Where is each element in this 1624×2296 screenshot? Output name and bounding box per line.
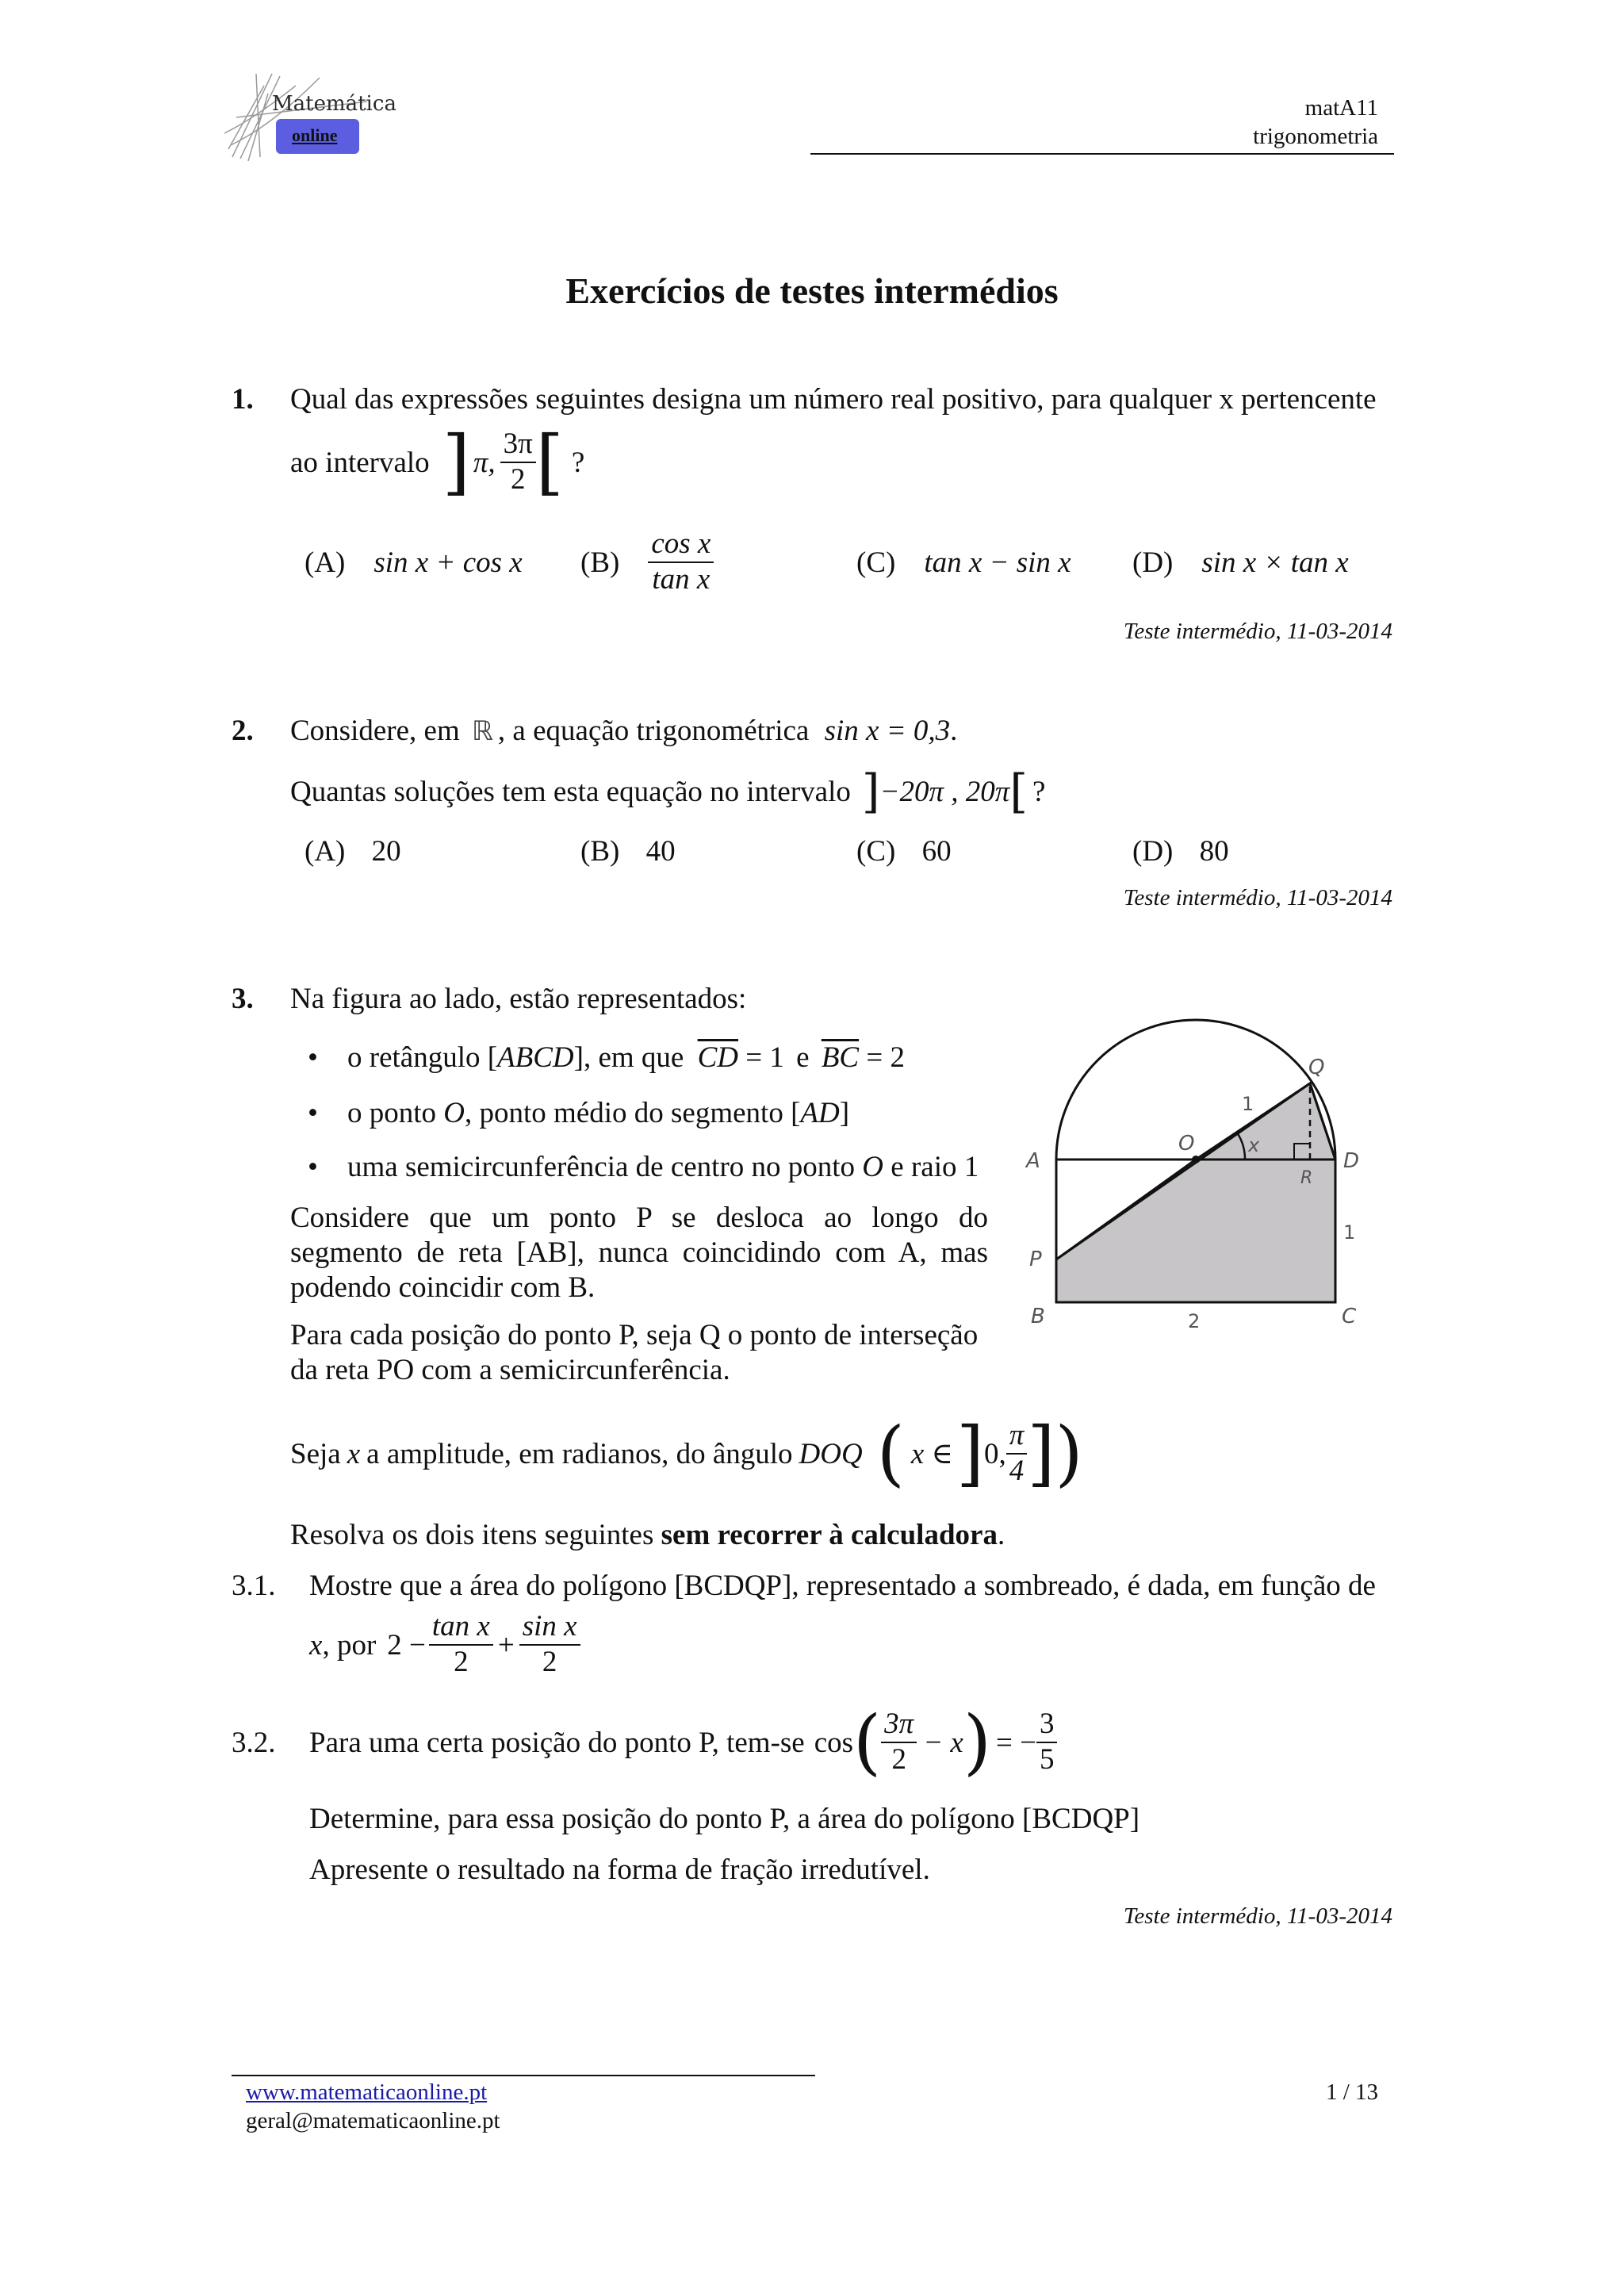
figure-label-radius: 1 xyxy=(1242,1093,1254,1115)
figure-label-Q: Q xyxy=(1308,1056,1325,1079)
q3-i32-paren-l: ( xyxy=(853,1700,882,1784)
q3-b2-a: o ponto xyxy=(347,1097,437,1129)
q1-option-b-num: cos x xyxy=(648,527,714,563)
q3-paren-right: ) xyxy=(1055,1412,1083,1495)
q1-interval-frac xyxy=(500,427,536,496)
q3-b3-o: O xyxy=(862,1151,884,1183)
q2-option-c[interactable] xyxy=(856,834,952,868)
q3-item32-number: 3.2. xyxy=(232,1727,276,1759)
footer-email: geral@matematicaonline.pt xyxy=(246,2108,500,2133)
q3-b1-cd: $\overline{CD}$ xyxy=(697,1041,739,1074)
q3-i31-f1-num: tan x xyxy=(429,1610,493,1646)
q3-intro: Na figura ao lado, estão representados: xyxy=(290,983,747,1015)
q1-options xyxy=(304,519,1415,606)
q1-option-b-label: (B) xyxy=(580,546,620,579)
q3-i31-x: x xyxy=(309,1628,323,1662)
q3-b1-bc-val: = 2 xyxy=(866,1041,905,1074)
q2-bracket-right: [ xyxy=(1009,765,1028,818)
q3-p2-line2: da reta PO com a semicircunferência. xyxy=(290,1354,730,1386)
figure-label-P: P xyxy=(1029,1248,1042,1271)
q3-item32-line1 xyxy=(309,1699,1057,1786)
q1-interval-num: 3π xyxy=(500,427,536,463)
q3-b2-o: O xyxy=(443,1097,465,1129)
q3-i32-frac-in xyxy=(881,1708,917,1777)
q1-option-a-label: (A) xyxy=(304,546,346,579)
q3-i31-f2-den: 2 xyxy=(542,1646,557,1678)
q3-i31-two: 2 − xyxy=(387,1628,426,1662)
header-topic: trigonometria xyxy=(1253,124,1378,149)
q3-b1-a: o retângulo [ xyxy=(347,1041,498,1074)
q1-option-d[interactable] xyxy=(1132,519,1349,606)
q1-option-b[interactable] xyxy=(580,519,714,606)
q2-qmark: ? xyxy=(1032,775,1046,808)
q2-option-c-value: 60 xyxy=(921,835,952,868)
header-rule xyxy=(810,153,1394,155)
q3-domain-num: π xyxy=(1006,1419,1028,1455)
q3-bullet-2 xyxy=(347,1096,849,1130)
q3-i32-in-den: 2 xyxy=(891,1743,906,1776)
figure-label-side: 1 xyxy=(1343,1221,1356,1244)
q3-b2-ad: AD xyxy=(800,1097,840,1129)
q3-b1-b: ], em que xyxy=(573,1041,684,1074)
figure-label-bottom: 2 xyxy=(1188,1310,1201,1332)
q3-resolve xyxy=(290,1518,1005,1552)
figure-label-C: C xyxy=(1342,1305,1357,1328)
q3-angle-name: DOQ xyxy=(799,1437,863,1470)
q1-interval-left: π, xyxy=(473,446,496,479)
q3-b1-bc: $\overline{BC}$ xyxy=(821,1041,860,1074)
q3-domain-bracket-l: ] xyxy=(956,1412,985,1495)
q2-interval: −20π , 20π xyxy=(879,775,1010,808)
q2-option-a-value: 20 xyxy=(371,835,401,868)
q1-text-line2: ao intervalo xyxy=(290,446,430,479)
footer-page-number: 1 / 13 xyxy=(1325,2079,1378,2105)
q3-i32-eq: = − xyxy=(995,1726,1036,1759)
q1-bracket-right: [ xyxy=(535,420,564,504)
q2-line1-b: , a equação trigonométrica xyxy=(497,715,810,747)
q1-interval-den: 2 xyxy=(510,463,526,496)
q2-option-c-label: (C) xyxy=(856,835,896,868)
q2-line2-text: Quantas soluções tem esta equação no intervalo xyxy=(290,775,851,808)
q3-b3-b: e raio 1 xyxy=(891,1151,979,1183)
logo xyxy=(224,70,396,165)
q2-options xyxy=(304,834,1415,874)
footer-website-link[interactable]: www.matematicaonline.pt xyxy=(246,2079,488,2105)
q3-i32-minus-x: − x xyxy=(923,1726,963,1759)
figure-label-B: B xyxy=(1031,1305,1045,1328)
q3-item31-number: 3.1. xyxy=(232,1570,276,1602)
q1-text: Qual das expressões seguintes designa um número real positivo, para qualquer x pertencente xyxy=(290,383,1377,416)
q2-reals: ℝ xyxy=(471,715,493,747)
q3-domain-bracket-r: ] xyxy=(1027,1412,1055,1495)
q3-paragraph-2 xyxy=(290,1318,988,1388)
q3-p2-line1: Para cada posição do ponto P, seja Q o ponto de interseção xyxy=(290,1319,979,1351)
q3-item32-line3: Apresente o resultado na forma de fração irredutível. xyxy=(309,1853,930,1886)
q3-i31-por: , por xyxy=(322,1628,377,1662)
q3-p1-line1: Considere que um ponto P se desloca ao longo do xyxy=(290,1202,988,1234)
q3-resolve-end: . xyxy=(997,1519,1005,1551)
q3-bullet-3 xyxy=(347,1150,979,1184)
q3-p1-line2: segmento de reta [AB], nunca coincidindo com A, mas xyxy=(290,1236,988,1269)
figure-label-O: O xyxy=(1178,1132,1195,1156)
q3-i32-in-num: 3π xyxy=(881,1708,917,1743)
q3-i32-cos: cos xyxy=(814,1726,854,1759)
header-course: matA11 xyxy=(1304,95,1378,121)
q1-number: 1. xyxy=(232,383,254,416)
q2-option-d[interactable] xyxy=(1132,834,1229,868)
q2-option-a-label: (A) xyxy=(304,835,346,868)
q3-item31-text: Mostre que a área do polígono [BCDQP], representado a sombreado, é dada, em função de xyxy=(309,1570,1376,1602)
q1-qmark: ? xyxy=(571,446,585,479)
q3-b1-name: ABCD xyxy=(497,1041,574,1074)
q1-bracket-left: ] xyxy=(442,420,470,504)
q3-angle-b: a amplitude, em radianos, do ângulo xyxy=(366,1437,793,1470)
figure-label-x: x xyxy=(1248,1134,1260,1156)
q3-i32-r-num: 3 xyxy=(1036,1708,1058,1743)
logo-text-top: Matemática xyxy=(272,92,396,116)
q3-paren-left: ( xyxy=(876,1412,905,1495)
q3-b3-a: uma semicircunferência de centro no ponto xyxy=(347,1151,856,1183)
q3-i32-frac-r xyxy=(1036,1708,1058,1777)
logo-text-bottom: online xyxy=(292,125,338,145)
q1-option-d-label: (D) xyxy=(1132,546,1174,579)
q2-number: 2. xyxy=(232,715,254,747)
q1-option-a[interactable] xyxy=(304,519,523,606)
q3-resolve-a: Resolva os dois itens seguintes xyxy=(290,1519,654,1551)
q1-option-d-expr: sin x × tan x xyxy=(1201,546,1349,579)
q2-line1 xyxy=(290,714,957,748)
q3-b2-b: , ponto médio do segmento [ xyxy=(465,1097,801,1129)
q3-item31-formula xyxy=(309,1605,580,1685)
q3-b1-cd-val: = 1 xyxy=(745,1041,784,1074)
q3-b2-c: ] xyxy=(839,1097,850,1129)
q3-i31-plus: + xyxy=(497,1628,515,1662)
figure-label-A: A xyxy=(1026,1149,1040,1173)
q3-number: 3. xyxy=(232,983,254,1015)
q3-domain-zero: 0, xyxy=(984,1437,1006,1470)
page-title: Exercícios de testes intermédios xyxy=(565,270,1059,311)
q3-i32-paren-r: ) xyxy=(963,1700,991,1784)
q2-option-d-label: (D) xyxy=(1132,835,1174,868)
q1-option-b-den: tan x xyxy=(652,563,710,596)
q3-paragraph-1 xyxy=(290,1201,988,1305)
q3-bullet-1 xyxy=(347,1041,905,1075)
q2-option-b-value: 40 xyxy=(645,835,676,868)
q2-line1-a: Considere, em xyxy=(290,715,460,747)
figure-label-D: D xyxy=(1343,1149,1360,1173)
q3-i31-f2-num: sin x xyxy=(519,1610,580,1646)
q3-domain-frac xyxy=(1006,1419,1028,1488)
q3-i32-text: Para uma certa posição do ponto P, tem-se xyxy=(309,1726,805,1759)
q3-domain-x: x ∈ xyxy=(910,1438,953,1470)
q2-option-d-value: 80 xyxy=(1199,835,1229,868)
q1-source: Teste intermédio, 11-03-2014 xyxy=(1123,619,1392,644)
q1-option-c[interactable] xyxy=(856,519,1071,606)
q3-i31-f1-den: 2 xyxy=(454,1646,469,1678)
q1-option-c-expr: tan x − sin x xyxy=(924,546,1071,579)
q3-p1-line3: podendo coincidir com B. xyxy=(290,1271,596,1304)
q1-option-a-expr: sin x + cos x xyxy=(373,546,523,579)
q3-angle-x: x xyxy=(347,1437,361,1470)
q2-option-a[interactable] xyxy=(304,834,401,868)
q2-bracket-left: ] xyxy=(861,765,880,818)
q2-equation: sin x = 0,3 xyxy=(824,715,951,747)
q3-source: Teste intermédio, 11-03-2014 xyxy=(1123,1903,1392,1929)
q2-option-b[interactable] xyxy=(580,834,676,868)
q1-interval-line xyxy=(290,420,585,504)
q2-option-b-label: (B) xyxy=(580,835,620,868)
q3-domain-den: 4 xyxy=(1009,1455,1025,1487)
q2-line2 xyxy=(290,765,1046,818)
q3-angle-a: Seja xyxy=(290,1437,341,1470)
figure-point-O xyxy=(1192,1156,1200,1163)
q3-i32-r-den: 5 xyxy=(1039,1743,1055,1776)
q3-i31-frac1 xyxy=(429,1610,493,1679)
q2-source: Teste intermédio, 11-03-2014 xyxy=(1123,885,1392,910)
footer-rule xyxy=(232,2075,815,2076)
q1-option-b-frac xyxy=(648,527,714,596)
q2-line1-end: . xyxy=(950,715,958,747)
figure-label-R: R xyxy=(1300,1168,1313,1188)
q3-b1-e: e xyxy=(796,1041,810,1074)
q3-figure xyxy=(1015,1007,1388,1340)
q1-option-c-label: (C) xyxy=(856,546,896,579)
q3-resolve-bold: sem recorrer à calculadora xyxy=(661,1519,998,1551)
logo-graphic xyxy=(224,70,383,165)
q3-angle-line xyxy=(290,1410,1083,1497)
figure-shaded-polygon xyxy=(1056,1083,1335,1302)
q3-i31-frac2 xyxy=(519,1610,580,1679)
q3-item32-line2: Determine, para essa posição do ponto P, a área do polígono [BCDQP] xyxy=(309,1803,1140,1835)
